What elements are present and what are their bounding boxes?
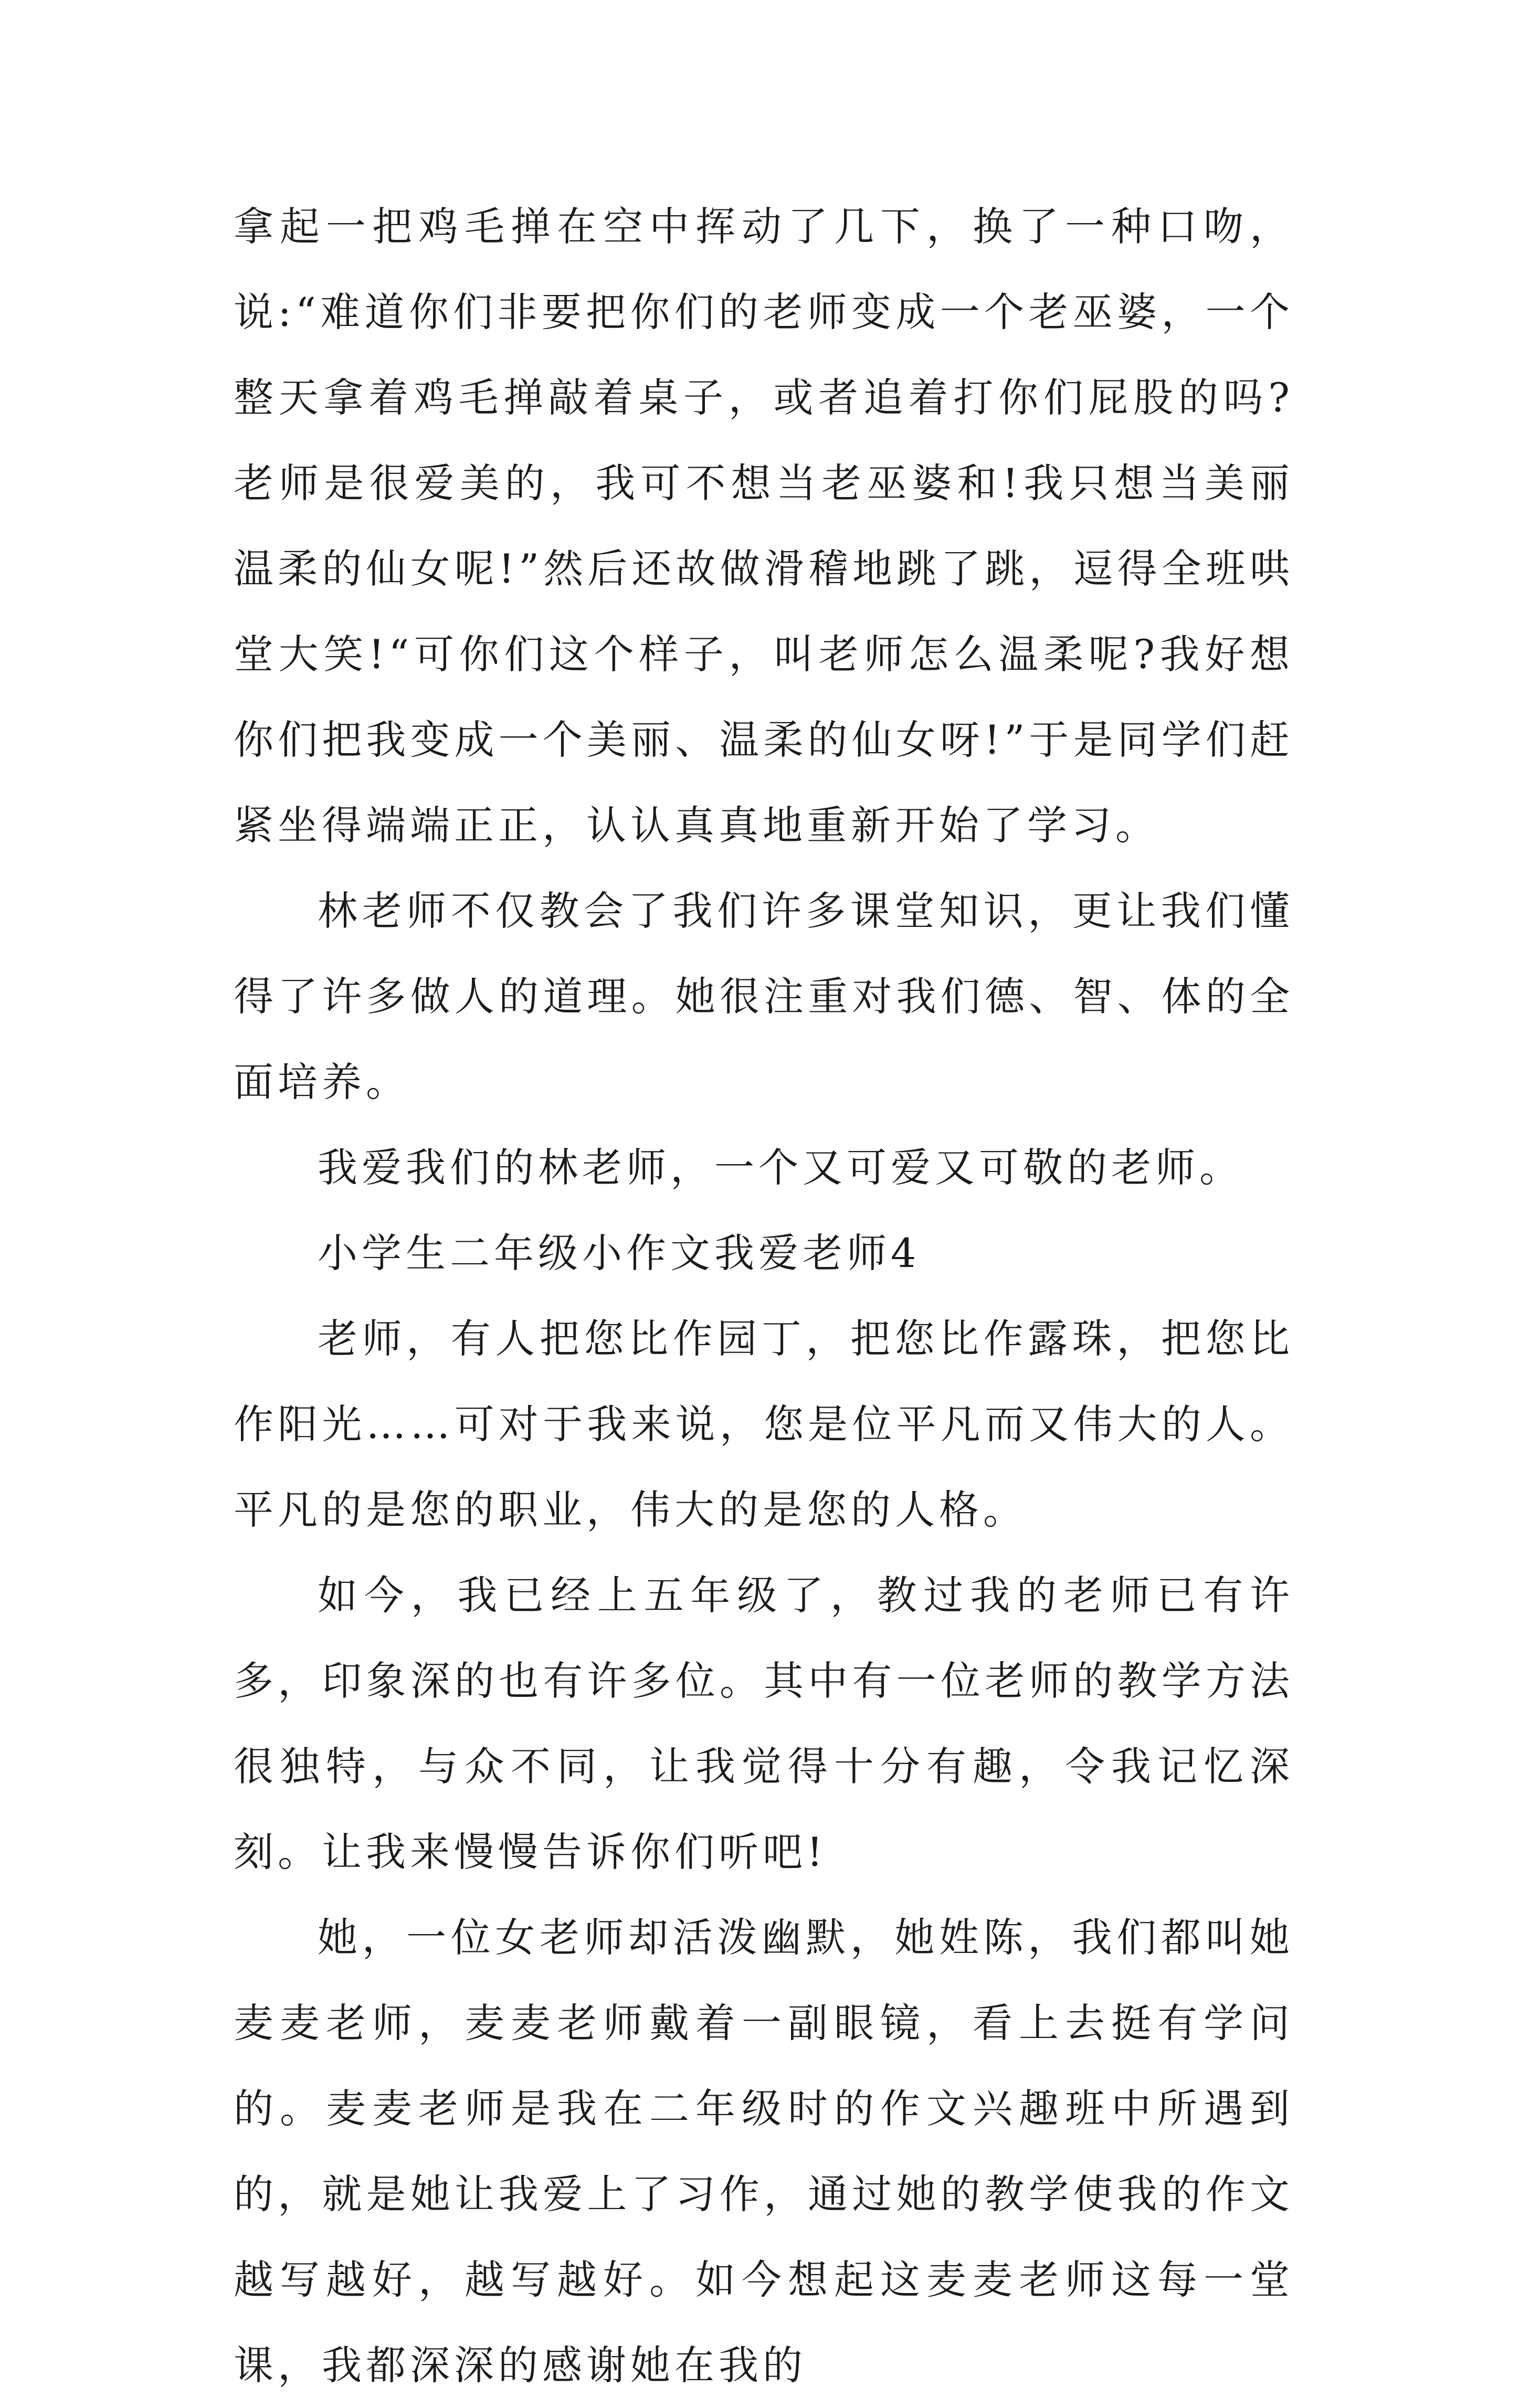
paragraph-fifth-grade: 如今，我已经上五年级了，教过我的老师已有许多，印象深的也有许多位。其中有一位老师的教学方法很独特，与众不同，让我觉得十分有趣，令我记忆深刻。让我来慢慢告诉你们听吧! (234, 1572, 1294, 1875)
document-body (234, 184, 1294, 2408)
paragraph-continuation: 拿起一把鸡毛掸在空中挥动了几下，换了一种口吻，说:“难道你们非要把你们的老师变成一个老巫婆，一个整天拿着鸡毛掸敲着桌子，或者追着打你们屁股的吗?老师是很爱美的，我可不想当老巫婆和!我只想当美丽温柔的仙女呢!”然后还故做滑稽地跳了跳，逗得全班哄堂大笑!“可你们这个样子，叫老师怎么温柔呢?我好想你们把我变成一个美丽、温柔的仙女呀!”于是同学们赶紧坐得端端正正，认认真真地重新开始了学习。 (234, 203, 1294, 849)
essay-title-4: 小学生二年级小作文我爱老师4 (318, 1230, 921, 1276)
paragraph-teacher-maimai: 她，一位女老师却活泼幽默，她姓陈，我们都叫她麦麦老师，麦麦老师戴着一副眼镜，看上去挺有学问的。麦麦老师是我在二年级时的作文兴趣班中所遇到的，就是她让我爱上了习作，通过她的教学使我的作文越写越好，越写越好。如今想起这麦麦老师这每一堂课，我都深深的感谢她在我的 (234, 1914, 1294, 2389)
paragraph-teacher-metaphors: 老师，有人把您比作园丁，把您比作露珠，把您比作阳光……可对于我来说，您是位平凡而又伟大的人。平凡的是您的职业，伟大的是您的人格。 (234, 1315, 1294, 1533)
paragraph-teacher-lin-lessons: 林老师不仅教会了我们许多课堂知识，更让我们懂得了许多做人的道理。她很注重对我们德、智、体的全面培养。 (234, 888, 1294, 1105)
paragraph-love-teacher-lin: 我爱我们的林老师，一个又可爱又可敬的老师。 (318, 1144, 1243, 1191)
